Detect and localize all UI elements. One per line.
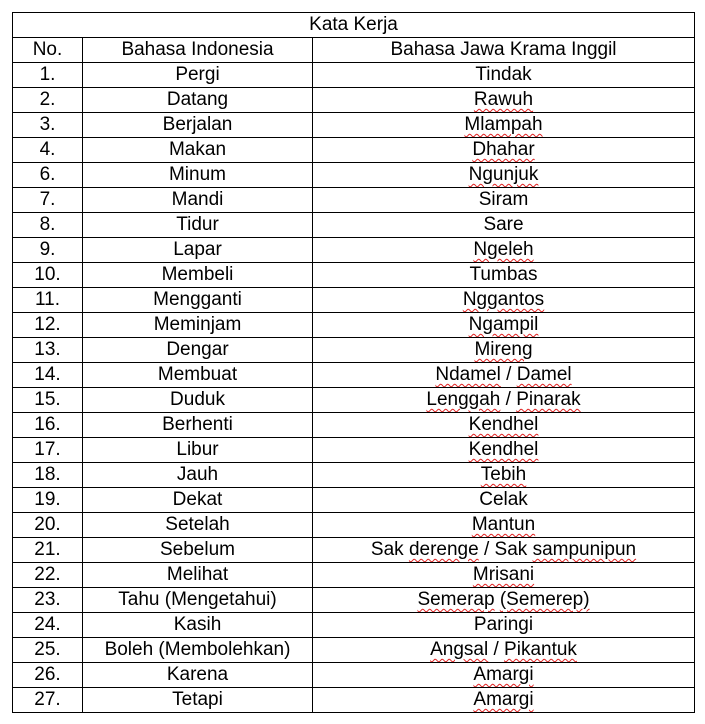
- cell-indonesia: Dekat: [83, 488, 313, 513]
- cell-no: 21.: [13, 538, 83, 563]
- cell-no: 1.: [13, 63, 83, 88]
- cell-no: 26.: [13, 663, 83, 688]
- cell-indonesia: Minum: [83, 163, 313, 188]
- cell-no: 20.: [13, 513, 83, 538]
- table-row: [13, 163, 695, 188]
- cell-jawa: [313, 313, 695, 338]
- table-row: [13, 363, 695, 388]
- cell-indonesia: Setelah: [83, 513, 313, 538]
- spellcheck-word: Ngunjuk: [468, 164, 539, 185]
- table-row: [13, 413, 695, 438]
- spellcheck-word: Nggantos: [462, 289, 545, 310]
- cell-no: 7.: [13, 188, 83, 213]
- spellcheck-word: Pinarak: [516, 389, 581, 410]
- cell-jawa: [313, 563, 695, 588]
- table-row: [13, 463, 695, 488]
- spellcheck-word: Semerap: [417, 589, 495, 610]
- cell-indonesia: Tidur: [83, 213, 313, 238]
- cell-no: 19.: [13, 488, 83, 513]
- cell-no: 23.: [13, 588, 83, 613]
- spellcheck-word: Rawuh: [473, 89, 534, 110]
- table-title-row: [13, 13, 695, 38]
- header-jawa: Bahasa Jawa Krama Inggil: [313, 38, 695, 63]
- table-row: [13, 513, 695, 538]
- table-body: [13, 63, 695, 713]
- cell-indonesia: Makan: [83, 138, 313, 163]
- cell-jawa: [313, 388, 695, 413]
- cell-no: 9.: [13, 238, 83, 263]
- spellcheck-word: Mlampah: [464, 114, 543, 135]
- cell-no: 6.: [13, 163, 83, 188]
- cell-no: 3.: [13, 113, 83, 138]
- table-row: [13, 538, 695, 563]
- cell-jawa: [313, 213, 695, 238]
- cell-indonesia: Libur: [83, 438, 313, 463]
- word: Sak: [370, 539, 404, 560]
- cell-jawa: [313, 263, 695, 288]
- table-row: [13, 688, 695, 713]
- cell-no: 17.: [13, 438, 83, 463]
- word: Sare: [483, 214, 524, 235]
- table-row: [13, 613, 695, 638]
- table-row: [13, 288, 695, 313]
- cell-jawa: [313, 163, 695, 188]
- cell-no: 2.: [13, 88, 83, 113]
- word: Tumbas: [469, 264, 538, 285]
- cell-indonesia: Duduk: [83, 388, 313, 413]
- table-row: [13, 663, 695, 688]
- cell-jawa: [313, 63, 695, 88]
- cell-no: 18.: [13, 463, 83, 488]
- table-row: [13, 88, 695, 113]
- cell-jawa: [313, 638, 695, 663]
- spellcheck-word: Amargi: [473, 664, 534, 685]
- cell-jawa: [313, 238, 695, 263]
- cell-no: 24.: [13, 613, 83, 638]
- cell-jawa: [313, 588, 695, 613]
- spellcheck-word: Pikantuk: [504, 639, 577, 660]
- spellcheck-word: sampunipun: [532, 539, 637, 560]
- cell-jawa: [313, 488, 695, 513]
- cell-jawa: [313, 688, 695, 713]
- cell-no: 14.: [13, 363, 83, 388]
- cell-no: 15.: [13, 388, 83, 413]
- spellcheck-word: (Semerep): [499, 589, 590, 610]
- table-title: Kata Kerja: [13, 13, 695, 38]
- spellcheck-word: Mrisani: [472, 564, 535, 585]
- spellcheck-word: Angsal: [430, 639, 489, 660]
- cell-jawa: [313, 138, 695, 163]
- spellcheck-word: Mantun: [471, 514, 536, 535]
- cell-jawa: [313, 538, 695, 563]
- spellcheck-word: Damel: [516, 364, 572, 385]
- spellcheck-word: Mireng: [474, 339, 533, 360]
- cell-no: 8.: [13, 213, 83, 238]
- table-row: [13, 588, 695, 613]
- cell-indonesia: Berjalan: [83, 113, 313, 138]
- cell-jawa: [313, 463, 695, 488]
- cell-jawa: [313, 363, 695, 388]
- cell-jawa: [313, 338, 695, 363]
- cell-jawa: [313, 188, 695, 213]
- word: Celak: [479, 489, 528, 510]
- word: /: [506, 364, 512, 385]
- cell-jawa: [313, 613, 695, 638]
- cell-indonesia: Lapar: [83, 238, 313, 263]
- table-header-row: [13, 38, 695, 63]
- word: /: [493, 639, 499, 660]
- cell-indonesia: Tahu (Mengetahui): [83, 588, 313, 613]
- cell-no: 27.: [13, 688, 83, 713]
- cell-indonesia: Mengganti: [83, 288, 313, 313]
- word: Tindak: [475, 64, 532, 85]
- cell-jawa: [313, 413, 695, 438]
- cell-indonesia: Datang: [83, 88, 313, 113]
- table-row: [13, 388, 695, 413]
- table-head: [13, 13, 695, 63]
- table-row: [13, 213, 695, 238]
- word: Siram: [478, 189, 529, 210]
- table-row: [13, 638, 695, 663]
- document-page: [12, 12, 694, 713]
- cell-indonesia: Melihat: [83, 563, 313, 588]
- spellcheck-word: Amargi: [473, 689, 534, 710]
- cell-no: 4.: [13, 138, 83, 163]
- spellcheck-word: derenge: [408, 539, 479, 560]
- cell-no: 25.: [13, 638, 83, 663]
- table-row: [13, 488, 695, 513]
- spellcheck-word: Dhahar: [472, 139, 535, 160]
- cell-no: 10.: [13, 263, 83, 288]
- cell-no: 11.: [13, 288, 83, 313]
- table-row: [13, 238, 695, 263]
- table-row: [13, 63, 695, 88]
- cell-indonesia: Pergi: [83, 63, 313, 88]
- header-no: No.: [13, 38, 83, 63]
- word: /: [505, 389, 511, 410]
- table-row: [13, 188, 695, 213]
- cell-jawa: [313, 513, 695, 538]
- cell-jawa: [313, 113, 695, 138]
- cell-no: 22.: [13, 563, 83, 588]
- cell-indonesia: Karena: [83, 663, 313, 688]
- header-indonesia: Bahasa Indonesia: [83, 38, 313, 63]
- cell-no: 13.: [13, 338, 83, 363]
- spellcheck-word: Ndamel: [435, 364, 501, 385]
- verb-table: [12, 12, 695, 713]
- spellcheck-word: Ngampil: [468, 314, 539, 335]
- cell-jawa: [313, 663, 695, 688]
- cell-jawa: [313, 88, 695, 113]
- spellcheck-word: Tebih: [480, 464, 527, 485]
- spellcheck-word: Kendhel: [468, 439, 539, 460]
- cell-indonesia: Berhenti: [83, 413, 313, 438]
- cell-indonesia: Mandi: [83, 188, 313, 213]
- cell-indonesia: Boleh (Membolehkan): [83, 638, 313, 663]
- word: / Sak: [483, 539, 528, 560]
- cell-indonesia: Dengar: [83, 338, 313, 363]
- cell-indonesia: Tetapi: [83, 688, 313, 713]
- table-row: [13, 563, 695, 588]
- cell-jawa: [313, 288, 695, 313]
- cell-indonesia: Membuat: [83, 363, 313, 388]
- table-row: [13, 263, 695, 288]
- table-row: [13, 338, 695, 363]
- cell-indonesia: Meminjam: [83, 313, 313, 338]
- cell-indonesia: Jauh: [83, 463, 313, 488]
- table-row: [13, 438, 695, 463]
- spellcheck-word: Lenggah: [426, 389, 501, 410]
- cell-indonesia: Membeli: [83, 263, 313, 288]
- table-row: [13, 113, 695, 138]
- cell-no: 12.: [13, 313, 83, 338]
- cell-no: 16.: [13, 413, 83, 438]
- table-row: [13, 138, 695, 163]
- table-row: [13, 313, 695, 338]
- word: Paringi: [473, 614, 534, 635]
- spellcheck-word: Kendhel: [468, 414, 539, 435]
- cell-indonesia: Kasih: [83, 613, 313, 638]
- cell-jawa: [313, 438, 695, 463]
- cell-indonesia: Sebelum: [83, 538, 313, 563]
- spellcheck-word: Ngeleh: [473, 239, 534, 260]
